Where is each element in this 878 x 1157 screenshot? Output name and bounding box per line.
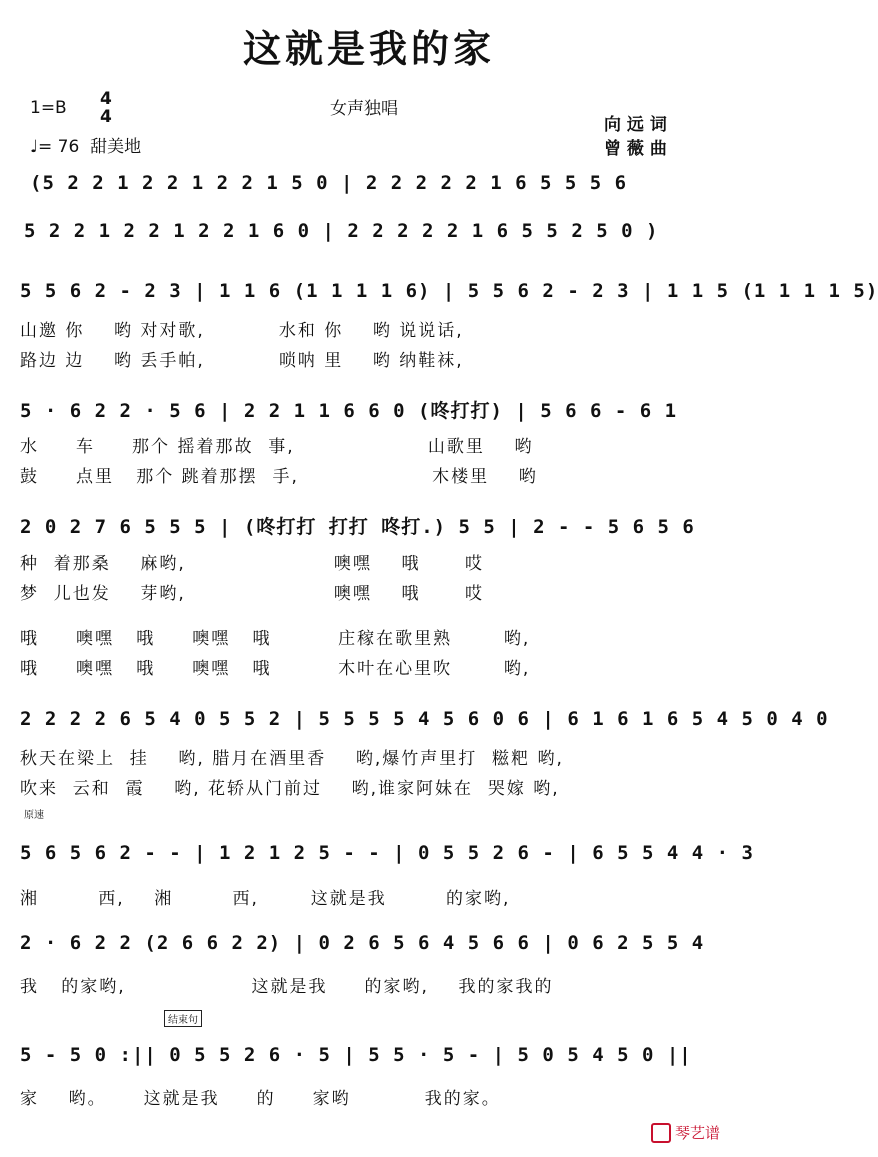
score-row-10: 5 - 5 0 :|| 0 5 5 2 6 · 5 | 5 5 · 5 - | 5 0 5 4 5 0 ||	[20, 1044, 692, 1066]
score-row-8: 5 6 5 6 2 - - | 1 2 1 2 5 - - | 0 5 5 2 6 - | 6 5 5 4 4 · 3	[20, 842, 754, 864]
lyric-row-5a: 种 着那桑 麻哟, 噢嘿 哦 哎	[20, 554, 484, 574]
score-row-9: 2 · 6 2 2 (2 6 6 2 2) | 0 2 6 5 6 4 5 6 6 | 0 6 2 5 5 4	[20, 932, 705, 954]
lyric-row-4a: 水 车 那个 摇着那故 事, 山歌里 哟	[20, 437, 534, 457]
key-signature: 1=B	[30, 98, 67, 118]
score-row-4: 5 · 6 2 2 · 5 6 | 2 2 1 1 6 6 0 (咚打打) | 5 6 6 - 6 1	[20, 400, 678, 422]
composer-credit: 曾 薇 曲	[604, 139, 667, 159]
lyric-row-8: 湘 西, 湘 西, 这就是我 的家哟,	[20, 889, 511, 909]
watermark-icon	[651, 1123, 671, 1143]
lyric-row-3a: 山邀 你 哟 对对歌, 水和 你 哟 说说话,	[20, 321, 464, 341]
lyric-row-4b: 鼓 点里 那个 跳着那摆 手, 木楼里 哟	[20, 467, 538, 487]
lyric-row-10: 家 哟。 这就是我 的 家哟 我的家。	[20, 1089, 501, 1109]
lyric-row-6b: 哦 噢嘿 哦 噢嘿 哦 木叶在心里吹 哟,	[20, 659, 531, 679]
lyric-row-5b: 梦 儿也发 芽哟, 噢嘿 哦 哎	[20, 584, 484, 604]
lyric-row-6a: 哦 噢嘿 哦 噢嘿 哦 庄稼在歌里熟 哟,	[20, 629, 531, 649]
genre-label: 女声独唱	[330, 99, 398, 119]
score-row-3: 5 5 6 2 - 2 3 | 1 1 6 (1 1 1 1 6) | 5 5 6 2 - 2 3 | 1 1 5 (1 1 1 1 5)	[20, 280, 878, 302]
watermark-text: 琴艺谱	[674, 1124, 720, 1142]
tempo-primo-mark: 原速	[24, 810, 44, 821]
lyric-row-7a: 秋天在梁上 挂 哟, 腊月在酒里香 哟,爆竹声里打 糍粑 哟,	[20, 749, 564, 769]
score-row-2: 5 2 2 1 2 2 1 2 2 1 6 0 | 2 2 2 2 2 1 6 5 5 2 5 0 )	[24, 220, 659, 242]
score-row-1: (5 2 2 1 2 2 1 2 2 1 5 0 | 2 2 2 2 2 1 6 5 5 5 6	[30, 172, 628, 194]
score-row-5: 2 0 2 7 6 5 5 5 | (咚打打 打打 咚打.) 5 5 | 2 - - 5 6 5 6	[20, 516, 695, 538]
time-signature-bottom: 4	[100, 107, 112, 127]
watermark	[651, 1122, 720, 1143]
lyric-row-3b: 路边 边 哟 丢手帕, 唢呐 里 哟 纳鞋袜,	[20, 351, 464, 371]
lyric-row-7b: 吹来 云和 霞 哟, 花轿从门前过 哟,谁家阿妹在 哭嫁 哟,	[20, 779, 560, 799]
song-title: 这就是我的家	[242, 27, 495, 71]
lyricist-credit: 向 远 词	[604, 115, 667, 135]
score-row-7: 2 2 2 2 6 5 4 0 5 5 2 | 5 5 5 5 4 5 6 0 6 | 6 1 6 1 6 5 4 5 0 4 0	[20, 708, 829, 730]
lyric-row-9: 我 的家哟, 这就是我 的家哟, 我的家我的	[20, 977, 554, 997]
coda-mark: 结束句	[164, 1010, 202, 1027]
time-signature-top: 4	[100, 89, 112, 109]
tempo-mark: ♩= 76 甜美地	[30, 137, 142, 157]
